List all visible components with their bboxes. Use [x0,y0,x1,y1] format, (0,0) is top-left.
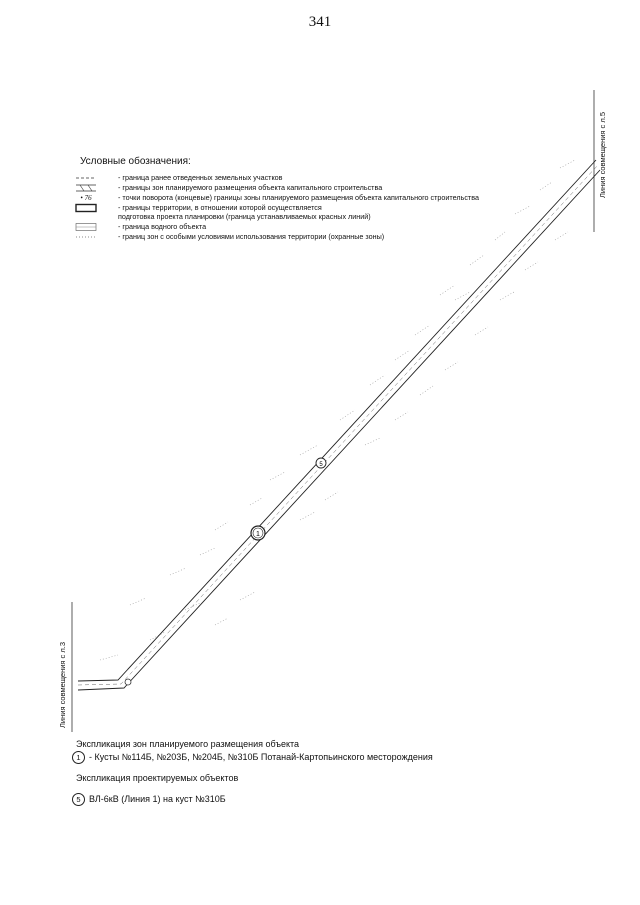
legend-item-label: - граница водного объекта [118,222,207,231]
legend-item-label: - точки поворота (концевые) границы зоны планируемого размещения объекта капитального строительства [118,193,479,202]
page-number: 341 [308,14,332,30]
turn-point [125,679,131,685]
explication-object-text: ВЛ-6кВ (Линия 1) на куст №310Б [89,793,226,804]
planned-zone-boundary [78,160,600,690]
zone-marker-label: 1 [256,531,260,538]
legend-item-label: - границ зон с особыми условиями использования территории (охранные зоны) [118,232,385,241]
legend-item-label: - границы территории, в отношении которой осуществляется [118,203,322,212]
protection-zone-dots [100,160,575,660]
object-marker [316,458,326,468]
match-line-left-label: Линия совмещения с л.3 [58,641,67,728]
explication-object-item [72,793,226,806]
explication-zone-item [72,751,433,764]
legend-title: Условные обозначения: [80,156,191,167]
legend-item-label: подготовка проекта планировки (граница устанавливаемых красных линий) [118,212,371,221]
point-number-icon: • 76 [80,194,92,202]
explication-objects-title: Экспликация проектируемых объектов [76,773,239,783]
legend-item-label: - границы зон планируемого размещения объекта капитального строительства [118,183,383,192]
zone-number-icon: 1 [72,751,85,764]
explication-zone-text: - Кусты №114Б, №203Б, №204Б, №310Б Потанай-Картопьинского месторождения [89,751,433,762]
object-number-icon: 5 [72,793,85,806]
object-marker-label: 5 [319,462,323,468]
explication-zones-title: Экспликация зон планируемого размещения объекта [76,739,300,749]
zone-marker [251,526,265,540]
legend-item-label: - граница ранее отведенных земельных участков [118,173,283,182]
match-line-right-label: Линия совмещения с л.5 [598,111,607,198]
